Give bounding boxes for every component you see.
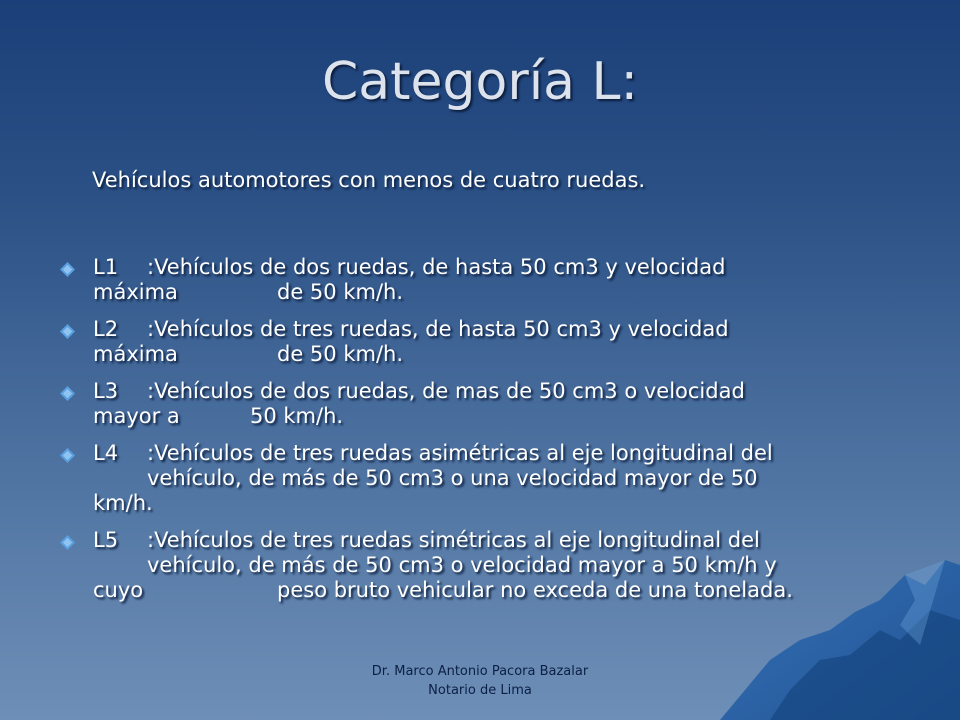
bullet-text: mayor a: [93, 404, 180, 428]
bullet-text: vehículo, de más de 50 cm3 o una velocidad mayor de 50: [147, 466, 758, 490]
slide-subtitle: Vehículos automotores con menos de cuatro ruedas.: [92, 168, 646, 192]
bullet-item-l3: [60, 379, 890, 429]
bullet-item-l2: [60, 317, 890, 367]
bullet-text: :Vehículos de tres ruedas asimétricas al eje longitudinal del: [147, 441, 773, 465]
bullet-code: L1: [93, 255, 119, 279]
bullet-text: de 50 km/h.: [277, 280, 403, 304]
bullet-code: L2: [93, 317, 119, 341]
bullet-code: L5: [93, 528, 119, 552]
footer: [330, 662, 630, 700]
bullet-text: :Vehículos de dos ruedas, de hasta 50 cm3 y velocidad: [147, 255, 726, 279]
bullet-code: L3: [93, 379, 119, 403]
footer-role: Notario de Lima: [428, 683, 532, 698]
bullet-text: máxima: [93, 342, 178, 366]
diamond-bullet-icon: [60, 535, 75, 550]
footer-author: Dr. Marco Antonio Pacora Bazalar: [371, 664, 589, 679]
diamond-bullet-icon: [60, 386, 75, 401]
bullet-text: 50 km/h.: [250, 404, 344, 428]
diamond-bullet-icon: [60, 324, 75, 339]
bullet-list: [60, 255, 890, 615]
bullet-text: km/h.: [93, 491, 153, 515]
bullet-text: máxima: [93, 280, 178, 304]
bullet-item-l4: [60, 441, 890, 516]
bullet-text: :Vehículos de tres ruedas, de hasta 50 cm3 y velocidad: [147, 317, 729, 341]
diamond-bullet-icon: [60, 262, 75, 277]
bullet-text: vehículo, de más de 50 cm3 o velocidad mayor a 50 km/h y: [147, 553, 777, 577]
bullet-text: peso bruto vehicular no exceda de una tonelada.: [277, 578, 793, 602]
bullet-text: :Vehículos de tres ruedas simétricas al eje longitudinal del: [147, 528, 760, 552]
slide-title: Categoría L:: [321, 52, 639, 112]
bullet-text: cuyo: [93, 578, 144, 602]
bullet-text: :Vehículos de dos ruedas, de mas de 50 cm3 o velocidad: [147, 379, 745, 403]
bullet-text: de 50 km/h.: [277, 342, 403, 366]
bullet-item-l1: [60, 255, 890, 305]
bullet-code: L4: [93, 441, 119, 465]
diamond-bullet-icon: [60, 448, 75, 463]
bullet-item-l5: [60, 528, 890, 603]
